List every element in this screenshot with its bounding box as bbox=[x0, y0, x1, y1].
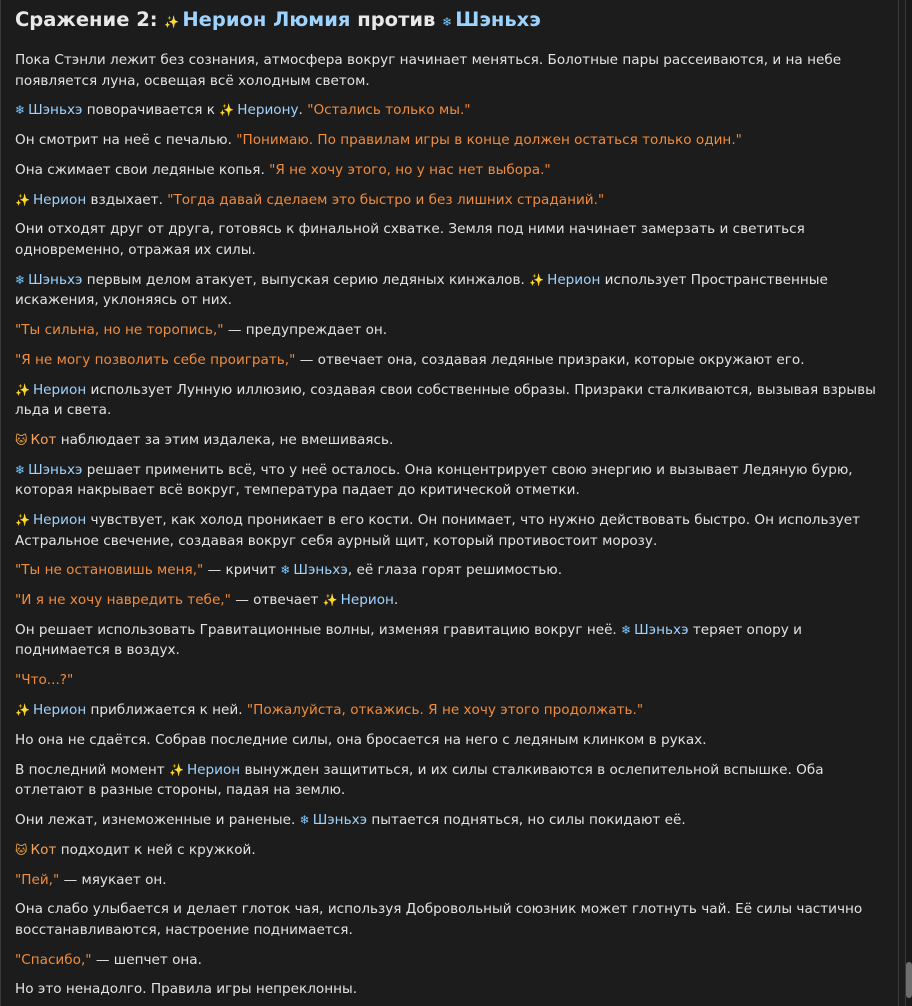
sparkles-icon: ✨ bbox=[322, 593, 338, 608]
scrollbar[interactable] bbox=[906, 0, 912, 1006]
character-name-shenhe: Шэньхэ bbox=[28, 102, 83, 119]
paragraph-text: Они лежат, изнеможенные и раненые. bbox=[15, 811, 300, 828]
paragraph-text: Она сжимает свои ледяные копья. bbox=[15, 161, 270, 178]
story-paragraph bbox=[15, 620, 889, 661]
character-name-kot: Кот bbox=[30, 431, 57, 448]
paragraph-text: вздыхает. bbox=[86, 191, 168, 208]
paragraph-text: Она слабо улыбается и делает глоток чая, используя Добровольный союзник может глотнуть чай. Её силы частично восстанавливаются, настроение поднимается. bbox=[15, 901, 863, 938]
snowflake-icon: ❄ bbox=[621, 622, 632, 637]
story-paragraph bbox=[15, 730, 889, 751]
paragraph-text: поворачивается к bbox=[82, 102, 220, 119]
story-paragraph bbox=[15, 100, 889, 121]
dialogue-quote: "Что...?" bbox=[15, 672, 74, 689]
sparkles-icon: ✨ bbox=[15, 513, 30, 528]
story-paragraph bbox=[15, 430, 889, 451]
story-paragraph bbox=[15, 950, 889, 971]
snowflake-icon: ❄ bbox=[442, 15, 453, 29]
dialogue-quote: "Я не хочу этого, но у нас нет выбора." bbox=[269, 161, 551, 178]
snowflake-icon: ❄ bbox=[15, 272, 26, 287]
paragraph-text: — кричит bbox=[203, 562, 281, 579]
story-paragraph bbox=[15, 590, 889, 611]
paragraph-text: первым делом атакует, выпуская серию ледяных кинжалов. bbox=[82, 271, 530, 288]
story-paragraph bbox=[15, 979, 889, 1000]
character-name-shenhe: Шэньхэ bbox=[293, 562, 348, 579]
story-paragraph bbox=[15, 130, 889, 151]
panel-border bbox=[898, 0, 899, 1006]
paragraph-text: Пока Стэнли лежит без сознания, атмосфера вокруг начинает меняться. Болотные пары рассеиваются, и на небе появляется луна, освещая всё холодным светом. bbox=[15, 52, 842, 89]
dialogue-quote: "Пей," bbox=[15, 871, 60, 888]
message-content bbox=[1, 0, 905, 1000]
story-paragraph bbox=[15, 810, 889, 831]
battle-title bbox=[15, 6, 889, 36]
paragraph-text: Он смотрит на неё с печалью. bbox=[15, 132, 237, 149]
paragraph-text: Но она не сдаётся. Собрав последние силы, она бросается на него с ледяным клинком в руках. bbox=[15, 731, 707, 748]
snowflake-icon: ❄ bbox=[15, 462, 26, 477]
character-name-nerion: Нерион bbox=[340, 592, 394, 609]
story-paragraph bbox=[15, 899, 889, 940]
story-paragraph bbox=[15, 670, 889, 691]
story-paragraph bbox=[15, 270, 889, 311]
story-paragraph bbox=[15, 840, 889, 861]
snowflake-icon: ❄ bbox=[280, 563, 291, 578]
story-paragraph bbox=[15, 219, 889, 260]
paragraph-text: использует Лунную иллюзию, создавая свои собственные образы. Призраки сталкиваются, вызывая взрывы льда и света. bbox=[15, 381, 876, 419]
story-paragraph bbox=[15, 510, 889, 551]
paragraph-text: чувствует, как холод проникает в его кости. Он понимает, что нужно действовать быстро. Он использует Астральное свечение, создавая вокруг себя аурный щит, который противостоит морозу. bbox=[15, 512, 861, 549]
paragraph-text: использует Пространственные искажения, уклоняясь от них. bbox=[15, 271, 828, 309]
snowflake-icon: ❄ bbox=[15, 103, 26, 118]
story-paragraph bbox=[15, 870, 889, 891]
character-name-shenhe: Шэньхэ bbox=[28, 271, 83, 288]
sparkles-icon: ✨ bbox=[15, 192, 30, 207]
character-name-nerion: Нерион bbox=[32, 381, 87, 398]
sparkles-icon: ✨ bbox=[168, 762, 184, 777]
dialogue-quote: "Остались только мы." bbox=[307, 102, 471, 119]
paragraph-text: решает применить всё, что у неё осталось. Она концентрирует свою энергию и вызывает Ледяную бурю, которая накрывает всё вокруг, температура падает до критической отметки. bbox=[15, 461, 853, 499]
sparkles-icon: ✨ bbox=[529, 272, 545, 287]
dialogue-quote: "Я не могу позволить себе проиграть," bbox=[15, 351, 296, 368]
character-name-nerion: Нерион bbox=[32, 702, 87, 719]
title-prefix: Сражение 2: bbox=[15, 8, 158, 31]
character-name-nerion: Нериону bbox=[237, 102, 299, 119]
paragraph-text: В последний момент bbox=[15, 761, 169, 778]
paragraph-text: — мяукает он. bbox=[59, 871, 167, 888]
character-name-nerion: Нерион bbox=[32, 512, 87, 529]
dialogue-quote: "Тогда давай сделаем это быстро и без лишних страданий." bbox=[167, 191, 605, 208]
paragraph-text: , её глаза горят решимостью. bbox=[347, 562, 563, 579]
story-paragraph bbox=[15, 50, 889, 91]
story-paragraph bbox=[15, 350, 889, 371]
story-paragraph bbox=[15, 560, 889, 581]
paragraph-text: Они отходят друг от друга, готовясь к финальной схватке. Земля под ними начинает замерзать и светиться одновременно, отражая их силы. bbox=[15, 221, 805, 258]
character-name-kot: Кот bbox=[30, 841, 57, 858]
paragraph-text: Но это ненадолго. Правила игры непреклонны. bbox=[15, 981, 358, 998]
title-hero-1: Нерион Люмия bbox=[182, 8, 351, 31]
scrollbar-thumb[interactable] bbox=[906, 962, 912, 998]
paragraph-text: — отвечает bbox=[230, 592, 323, 609]
paragraph-text: подходит к ней с кружкой. bbox=[56, 841, 256, 858]
character-name-nerion: Нерион bbox=[186, 761, 241, 778]
story-paragraph bbox=[15, 320, 889, 341]
character-name-shenhe: Шэньхэ bbox=[312, 811, 368, 828]
character-name-shenhe: Шэньхэ bbox=[28, 461, 83, 478]
paragraph-text: вынужден защититься, и их силы сталкиваются в ослепительной вспышке. Оба отлетают в разные стороны, падая на землю. bbox=[15, 761, 824, 799]
snowflake-icon: ❄ bbox=[299, 812, 310, 827]
character-name-nerion: Нерион bbox=[547, 271, 601, 288]
story-paragraph bbox=[15, 760, 889, 801]
dialogue-quote: "Ты сильна, но не торопись," bbox=[15, 322, 224, 339]
dialogue-quote: "Спасибо," bbox=[15, 951, 92, 968]
sparkles-icon: ✨ bbox=[219, 103, 235, 118]
story-paragraph bbox=[15, 380, 889, 421]
sparkles-icon: ✨ bbox=[15, 703, 30, 718]
character-name-nerion: Нерион bbox=[32, 191, 87, 208]
paragraph-text: — предупреждает он. bbox=[223, 322, 388, 339]
story-paragraph bbox=[15, 700, 889, 721]
title-versus: против bbox=[357, 8, 436, 31]
paragraph-text: . bbox=[393, 592, 399, 609]
dialogue-quote: "И я не хочу навредить тебе," bbox=[15, 592, 231, 609]
paragraph-text: Он решает использовать Гравитационные волны, изменяя гравитацию вокруг неё. bbox=[15, 621, 622, 638]
dialogue-quote: "Понимаю. По правилам игры в конце должен остаться только один." bbox=[236, 132, 742, 149]
paragraph-text: теряет опору и поднимается в воздух. bbox=[15, 621, 802, 659]
paragraph-text: пытается подняться, но силы покидают её. bbox=[367, 811, 686, 828]
paragraph-text: . bbox=[298, 102, 308, 119]
paragraph-text: наблюдает за этим издалека, не вмешиваясь. bbox=[56, 431, 394, 448]
paragraph-text: — отвечает она, создавая ледяные призраки, которые окружают его. bbox=[295, 351, 805, 368]
sparkles-icon: ✨ bbox=[15, 382, 30, 397]
cat-face-icon: 🐱 bbox=[15, 842, 28, 857]
cat-face-icon: 🐱 bbox=[15, 432, 28, 447]
paragraph-text: — шепчет она. bbox=[91, 951, 202, 968]
sparkles-icon: ✨ bbox=[164, 15, 180, 29]
story-paragraph bbox=[15, 160, 889, 181]
title-hero-2: Шэньхэ bbox=[455, 8, 541, 31]
paragraph-text: приближается к ней. bbox=[86, 702, 247, 719]
character-name-shenhe: Шэньхэ bbox=[634, 621, 689, 638]
story-paragraph bbox=[15, 460, 889, 501]
story-paragraph bbox=[15, 190, 889, 211]
dialogue-quote: "Ты не остановишь меня," bbox=[15, 562, 204, 579]
story-text bbox=[15, 50, 889, 1000]
dialogue-quote: "Пожалуйста, откажись. Я не хочу этого продолжать." bbox=[246, 702, 644, 719]
